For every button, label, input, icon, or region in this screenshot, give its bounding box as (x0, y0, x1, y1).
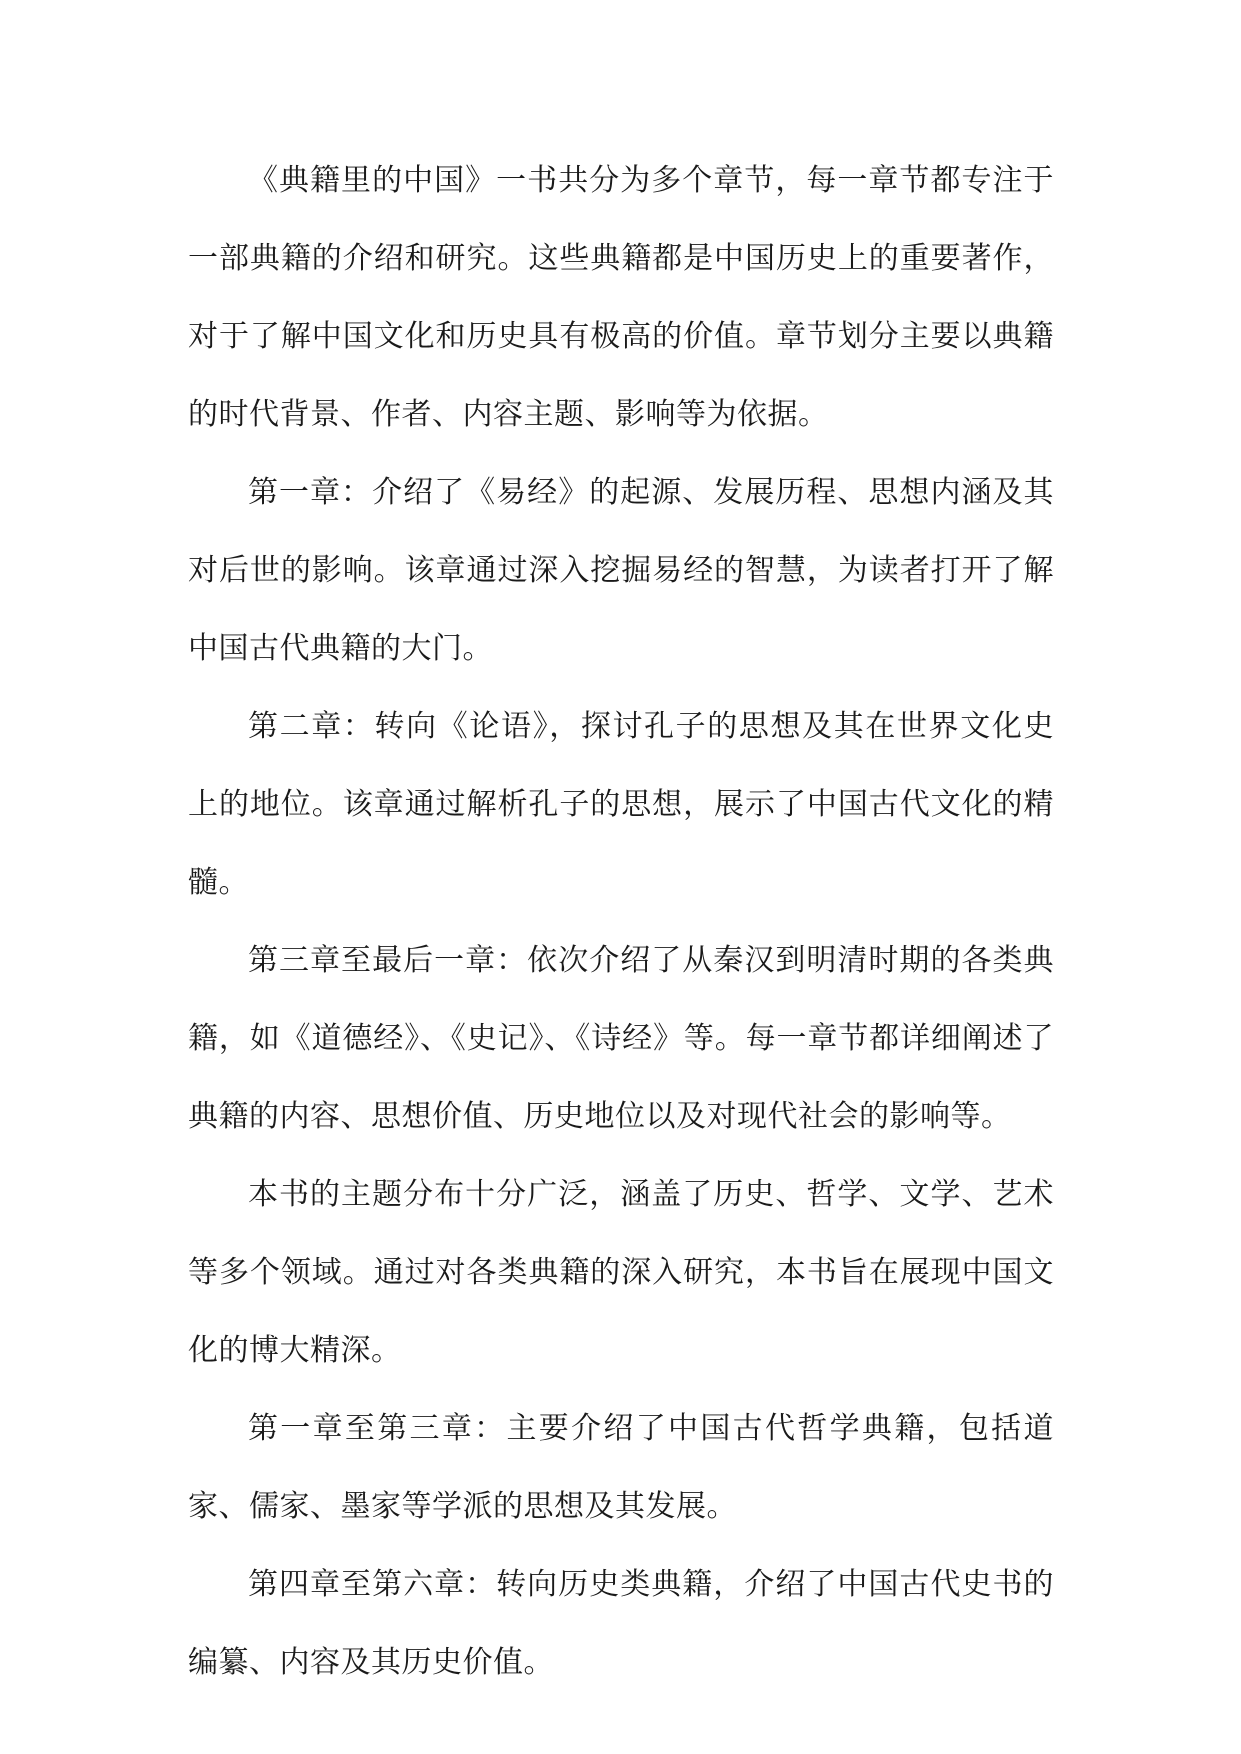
paragraph-intro: 《典籍里的中国》一书共分为多个章节，每一章节都专注于一部典籍的介绍和研究。这些典籍都是中国历史上的重要著作，对于了解中国文化和历史具有极高的价值。章节划分主要以典籍的时代背景、作者、内容主题、影响等为依据。 (188, 163, 1054, 432)
paragraph-chapters-1-3: 第一章至第三章：主要介绍了中国古代哲学典籍，包括道家、儒家、墨家等学派的思想及其发展。 (188, 1411, 1054, 1524)
paragraph-chapter-2: 第二章：转向《论语》，探讨孔子的思想及其在世界文化史上的地位。该章通过解析孔子的思想，展示了中国古代文化的精髓。 (188, 709, 1054, 900)
paragraph-themes: 本书的主题分布十分广泛，涵盖了历史、哲学、文学、艺术等多个领域。通过对各类典籍的深入研究，本书旨在展现中国文化的博大精深。 (188, 1177, 1054, 1368)
paragraph-chapters-4-6: 第四章至第六章：转向历史类典籍，介绍了中国古代史书的编纂、内容及其历史价值。 (188, 1567, 1054, 1680)
document-body (188, 142, 1054, 1702)
paragraph-chapter-3-to-last: 第三章至最后一章：依次介绍了从秦汉到明清时期的各类典籍，如《道德经》、《史记》、《诗经》等。每一章节都详细阐述了典籍的内容、思想价值、历史地位以及对现代社会的影响等。 (188, 943, 1054, 1134)
paragraph-chapter-1: 第一章：介绍了《易经》的起源、发展历程、思想内涵及其对后世的影响。该章通过深入挖掘易经的智慧，为读者打开了解中国古代典籍的大门。 (188, 475, 1054, 666)
